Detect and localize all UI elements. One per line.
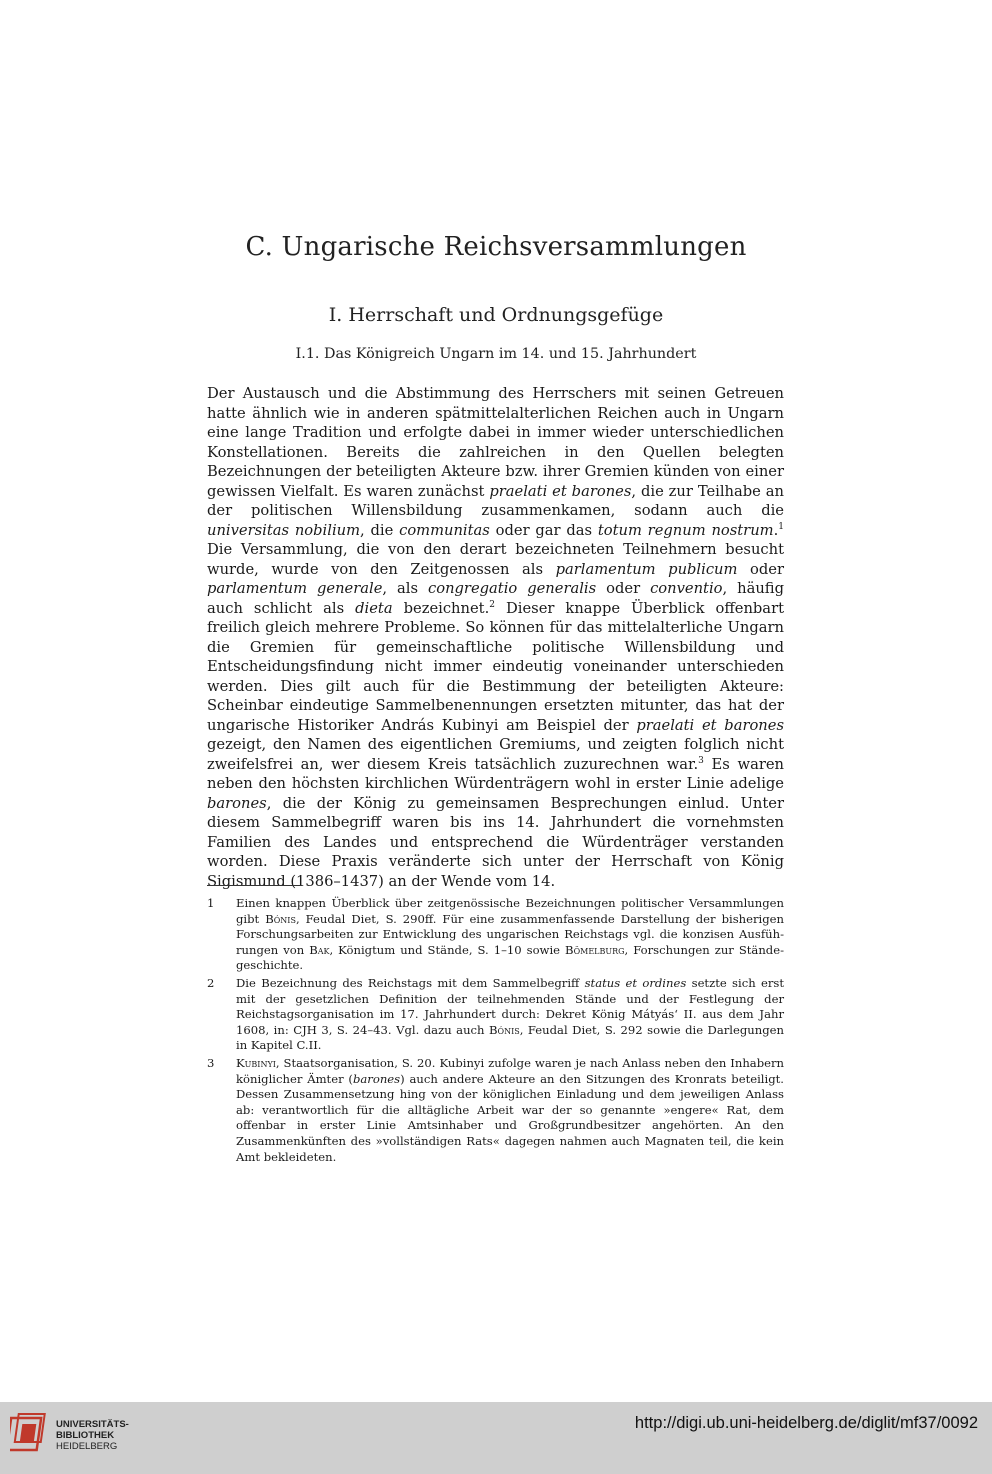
footer-bar: [0, 1402, 992, 1474]
footnote-1: [207, 896, 784, 974]
source-url[interactable]: http://digi.ub.uni-heidelberg.de/diglit/mf37/0092: [634, 1414, 978, 1432]
subsection-title: I.1. Das Königreich Ungarn im 14. und 15. Jahrhundert: [295, 346, 697, 362]
footnote-3: [207, 1056, 784, 1165]
footnote-2: [207, 976, 784, 1054]
footnote-ref-3: 3: [698, 755, 704, 766]
footnote-text: Kubinyi, Staatsorganisation, S. 20. Kubinyi zufolge waren je nach Anlass neben den Inhabern königlicher Ämter (barones) auch andere Akteure an den Sitzungen des Kronrats beteiligt. Dessen Zusammensetzung hing von der königlichen Einladung und dem jeweiligen Anlass ab: verantwortlich für die alltägliche Arbeit war der so genannte »engere« Rat, dem offenbar in erster Linie Amtsinhaber und Großgrundbesitzer angehörten. An den Zusammenkünften des »vollständigen Rats« dagegen nahmen auch Magnaten teil, die kein Amt bekleideten.: [236, 1055, 784, 1164]
body-paragraph: Der Austausch und die Abstimmung des Herrschers mit seinen Getreuen hatte ähnlich wie in anderen spätmittelalterlichen Reichen auch in Ungarn eine lange Tradition und erfolgte dabei in immer wieder unterschiedlichen Konstellationen. Bereits die zahlreichen in den Quellen belegten Bezeichnungen der beteiligten Akteure bzw. ihrer Gremien künden von einer gewissen Vielfalt. Es waren zunächst praelati et barones, die zur Teilhabe an der politischen Willensbildung zusammenkamen, sodann auch die universitas nobilium, die communitas oder gar das totum regnum nostrum.$^1$ Die Versammlung, die von den derart bezeichneten Teilnehmern besucht wurde, wurde von den Zeitgenossen als parlamentum publicum oder parlamentum generale, als congregatio generalis oder conventio, häufig auch schlicht als dieta bezeichnet.$^2$ Dieser knappe Überblick offenbart freilich gleich mehrere Probleme. So können für das mittelalterliche Ungarn die Gremien für gemeinschaftliche politische Willensbildung und Entscheidungsfindung nicht immer eindeutig voneinander unterschieden werden. Dies gilt auch für die Bestimmung der beteiligten Akteure: Scheinbar eindeutige Sammelbenennungen ersetzten mitunter, das hat der ungarische Historiker András Kubinyi am Beispiel der praelati et barones gezeigt, den Namen des eigentlichen Gremiums, und zeigten folglich nicht zweifelsfrei an, wer diesem Kreis tatsächlich zuzurechnen war.$^3$ Es waren neben den höchsten kirchlichen Würdenträgern wohl in erster Linie adelige barones, die der König zu gemeinsamen Besprechungen einlud. Unter diesem Sammelbegriff waren bis ins 14. Jahrhundert die vornehmsten Familien des Landes und entsprechend die Würdenträger verstanden worden. Diese Praxis veränderte sich unter der Herrschaft von König Sigismund (1386–1437) an der Wende vom 14.: [207, 385, 785, 890]
footnote-ref-2: 2: [489, 599, 495, 610]
footnote-text: Einen knappen Überblick über zeitgenössische Bezeichnungen politischer Versammlungen gibt Bónis, Feudal Diet, S. 290ff. Für eine zusammenfassende Darstellung der bisherigen Forschungsarbeiten zur Entwicklung des ungarischen Reichstags vgl. die konzisen Ausführungen von Bak, Königtum und Stände, S. 1–10 sowie Bömelburg, Forschungen zur Ständegeschichte.: [236, 896, 785, 973]
footnote-number: 1: [207, 896, 215, 910]
footnote-text: Die Bezeichnung des Reichstags mit dem Sammelbegriff status et ordines setzte sich erst mit der gesetzlichen Definition der teilnehmenden Stände und der Festlegung der Reichstagsorganisation im 17. Jahrhundert durch: Dekret König Mátyás‘ II. aus dem Jahr 1608, in: CJH 3, S. 24–43. Vgl. dazu auch Bónis, Feudal Diet, S. 292 sowie die Darlegungen in Kapitel C.II.: [236, 975, 784, 1053]
footnote-number: 2: [207, 975, 215, 990]
chapter-title: C. Ungarische Reichsversammlungen: [245, 232, 747, 262]
footnotes: [207, 896, 784, 1167]
footnote-divider: [207, 885, 302, 886]
footnote-ref-1: 1: [778, 521, 784, 532]
footnote-number: 3: [207, 1055, 215, 1070]
library-logo-icon: [10, 1412, 48, 1454]
library-logo-text: UNIVERSITÄTS- BIBLIOTHEK HEIDELBERG: [56, 1419, 129, 1452]
section-title: I. Herrschaft und Ordnungsgefüge: [328, 304, 664, 326]
